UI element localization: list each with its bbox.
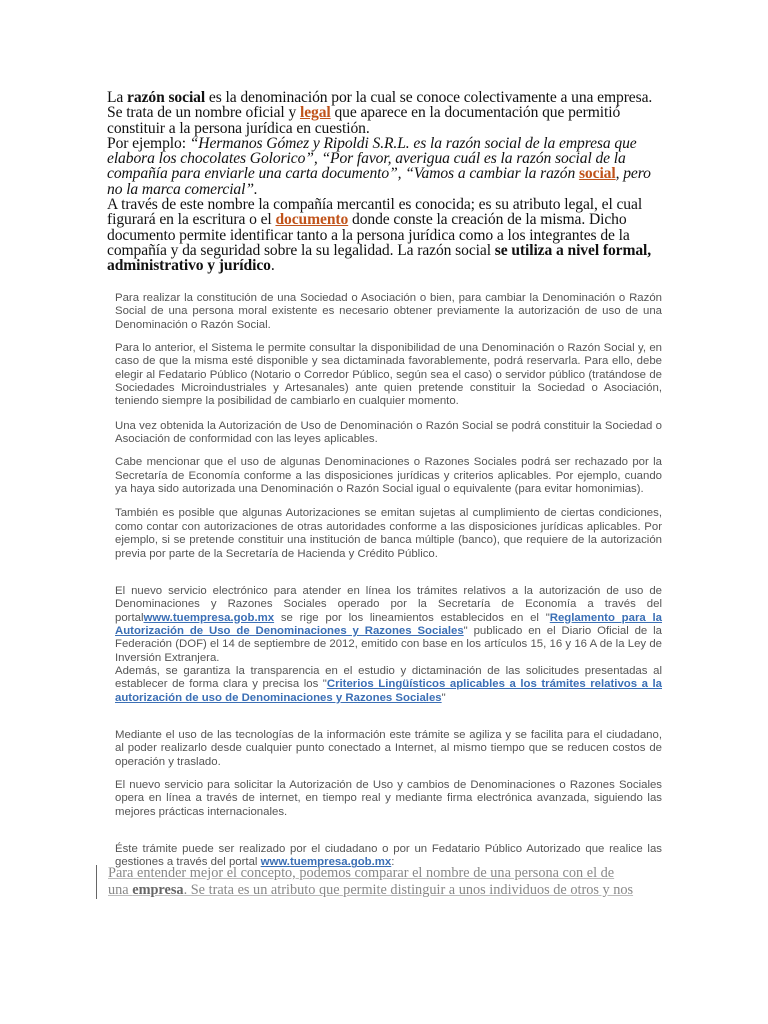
info-paragraph-6: El nuevo servicio electrónico para atender en línea los trámites relativos a la autorización de uso de Denominaciones y Razones Sociales operado por la Secretaría de Economía a través del portalwww.tuempresa.gob.mx se rige por los lineamientos establecidos en el "Reglamento para la Autorización de Uso de Denominaciones y Razones Sociales" publicado en el Diario Oficial de la Federación (DOF) el 14 de septiembre de 2012, emitido con base en los artículos 15, 16 y 16 A de la Ley de Inversión Extranjera.: [115, 584, 662, 664]
info-paragraph-1: Para realizar la constitución de una Sociedad o Asociación o bien, para cambiar la Denominación o Razón Social de una persona moral existente es necesario obtener previamente la autorización de uso de una Denominación o Razón Social.: [115, 292, 662, 331]
intro-paragraph-3: A través de este nombre la compañía mercantil es conocida; es su atributo legal, el cual figurará en la escritura o el documento donde conste la creación de la misma. Dicho documento permite identificar tanto a la persona jurídica como a los integrantes de la compañía y da seguridad sobre la su legalidad. La razón social se utiliza a nivel formal, administrativo y jurídico.: [107, 196, 652, 275]
term-empresa: empresa: [132, 882, 184, 898]
link-tuempresa[interactable]: www.tuempresa.gob.mx: [143, 611, 275, 624]
link-tuempresa-2[interactable]: www.tuempresa.gob.mx: [260, 856, 392, 869]
quote-line-2: una empresa. Se trata es un atributo que permite distinguir a unos individuos de otros y nos: [108, 882, 634, 898]
link-documento[interactable]: documento: [275, 211, 349, 229]
info-paragraph-3: Una vez obtenida la Autorización de Uso de Denominación o Razón Social se podrá constituir la Sociedad o Asociación de conformidad con las leyes aplicables.: [115, 419, 662, 446]
info-paragraph-7: Además, se garantiza la transparencia en el estudio y dictaminación de las solicitudes presentadas al establecer de forma clara y precisa los "Criterios Lingüísticos aplicables a los trámites relativos a la autorización de uso de Denominaciones y Razones Sociales": [115, 664, 663, 704]
link-social[interactable]: social: [578, 165, 616, 183]
emphasis-uso: se utiliza a nivel formal, administrativo y jurídico: [107, 241, 652, 275]
info-paragraph-2: Para lo anterior, el Sistema le permite consultar la disponibilidad de una Denominación o Razón Social y, en caso de que la misma esté disponible y sea dictaminada favorablemente, podrá reservarla. Para ello, debe elegir al Fedatario Público (Notario o Corredor Público, según sea el caso) o servidor público (tratándose de Sociedades Microindustriales y Artesanales) ante quien pretende constituir la Sociedad o Asociación, teniendo siempre la posibilidad de cambiarlo en cualquier momento.: [115, 342, 662, 408]
link-legal[interactable]: legal: [299, 104, 331, 122]
link-reglamento[interactable]: Reglamento para la Autorización de Uso de Denominaciones y Razones Sociales: [115, 611, 662, 637]
info-paragraph-8: Mediante el uso de las tecnologías de la información este trámite se agiliza y se facilita para el ciudadano, al poder realizarlo desde cualquier punto conectado a Internet, al mismo tiempo que se reducen costos de operación y traslado.: [115, 728, 662, 768]
info-paragraph-10: Éste trámite puede ser realizado por el ciudadano o por un Fedatario Público Autorizado que realice las gestiones a través del portal www.tuempresa.gob.mx:: [115, 843, 662, 869]
info-section: [115, 292, 662, 870]
quote-line-1: Para entender mejor el concepto, podemos comparar el nombre de una persona con el de: [108, 865, 615, 881]
quote-block: [96, 865, 678, 899]
intro-paragraph-2: Por ejemplo: “Hermanos Gómez y Ripoldi S.R.L. es la razón social de la empresa que elabora los chocolates Golorico”, “Por favor, averigua cuál es la razón social de la compañía para enviarle una carta documento”, “Vamos a cambiar la razón social, pero no la marca comercial”.: [107, 134, 651, 198]
intro-paragraph-1: La razón social es la denominación por la cual se conoce colectivamente a una empresa. Se trata de un nombre oficial y legal que aparece en la documentación que permitió constituir a la persona jurídica en cuestión.: [107, 89, 653, 137]
info-paragraph-4: Cabe mencionar que el uso de algunas Denominaciones o Razones Sociales podrá ser rechazado por la Secretaría de Economía conforme a las disposiciones jurídicas y criterios aplicables. Por ejemplo, cuando ya haya sido autorizada una Denominación o Razón Social igual o equivalente (para evitar homonimias).: [115, 456, 662, 496]
info-paragraph-5: También es posible que algunas Autorizaciones se emitan sujetas al cumplimiento de ciertas condiciones, como contar con autorizaciones de otras autoridades conforme a las disposiciones jurídicas aplicables. Por ejemplo, si se pretende constituir una institución de banca múltiple (banco), que requiere de la autorización previa por parte de la Secretaría de Hacienda y Crédito Público.: [115, 507, 662, 560]
intro-section: [107, 90, 663, 274]
link-criterios[interactable]: Criterios Lingüísticos aplicables a los trámites relativos a la autorización de uso de Denominaciones y Razones Sociales: [115, 678, 663, 704]
term-razon-social: razón social: [127, 89, 206, 106]
info-paragraph-9: El nuevo servicio para solicitar la Autorización de Uso y cambios de Denominaciones o Razones Sociales opera en línea a través de internet, en tiempo real y mediante firma electrónica avanzada, siguiendo las mejores prácticas internacionales.: [115, 778, 662, 818]
